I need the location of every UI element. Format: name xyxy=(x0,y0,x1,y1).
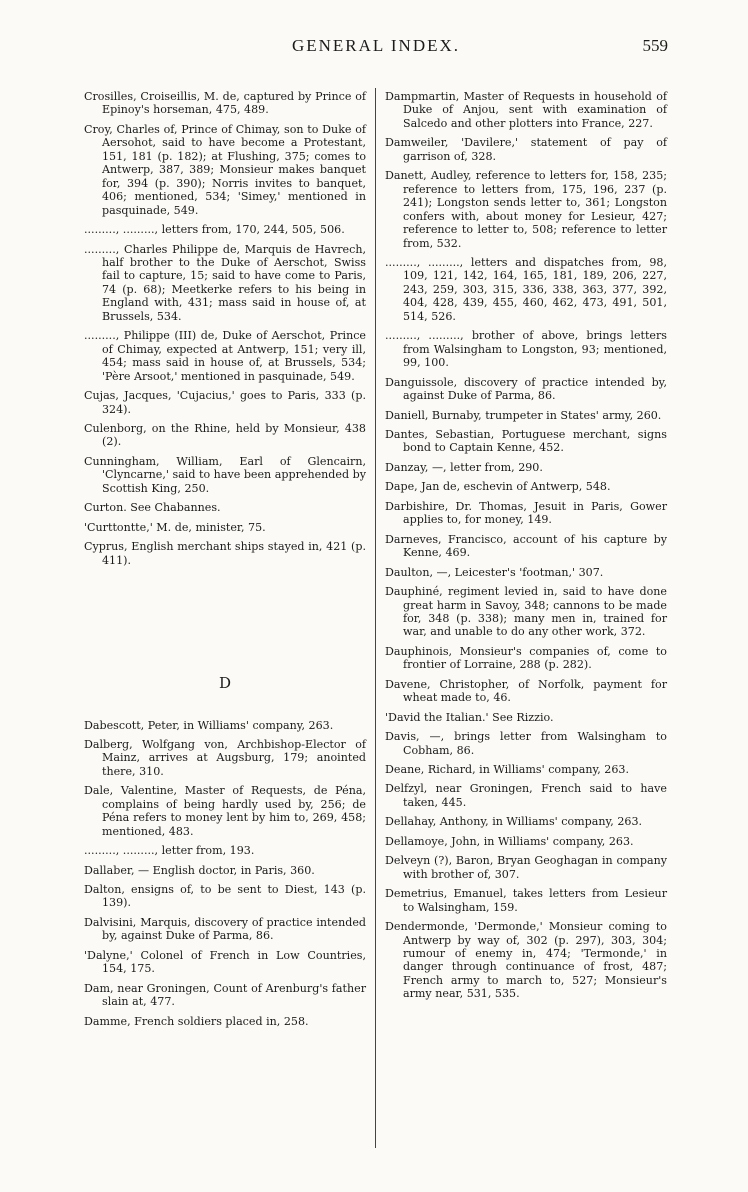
index-entry: Danzay, —, letter from, 290. xyxy=(385,460,543,474)
index-entry: Darbishire, Dr. Thomas, Jesuit in Paris, Gower applies to, for money, 149. xyxy=(385,499,667,527)
index-entry: ........., Philippe (III) de, Duke of Aerschot, Prince of Chimay, expected at Antwerp, 151; very ill, 454; mass said in house of, at Brussels, 534; 'Père Arsoot,' mentioned in pasquinade, 549. xyxy=(84,329,366,383)
index-entry: Delfzyl, near Groningen, French said to have taken, 445. xyxy=(385,782,667,809)
index-entry: Dam, near Groningen, Count of Arenburg's father slain at, 477. xyxy=(84,981,366,1009)
page-header xyxy=(84,36,668,60)
right-column xyxy=(385,90,667,1007)
index-entry: Dabescott, Peter, in Williams' company, 263. xyxy=(84,718,334,732)
index-entry: Damme, French soldiers placed in, 258. xyxy=(84,1014,309,1028)
index-entry: Deane, Richard, in Williams' company, 263. xyxy=(385,763,630,777)
index-entry: Darneves, Francisco, account of his capture by Kenne, 469. xyxy=(385,532,667,560)
left-column xyxy=(84,90,366,1034)
index-entry: Demetrius, Emanuel, takes letters from Lesieur to Walsingham, 159. xyxy=(385,887,667,914)
index-entry: Dauphiné, regiment levied in, said to have done great harm in Savoy, 348; cannons to be made for, 348 (p. 338); many men in, trained for war, and unable to do any other work, 372. xyxy=(385,585,667,639)
index-entry: 'David the Italian.' See Rizzio. xyxy=(385,710,554,724)
index-entry: Dape, Jan de, eschevin of Antwerp, 548. xyxy=(385,480,611,494)
index-entry: Culenborg, on the Rhine, held by Monsieur, 438 (2). xyxy=(84,421,366,449)
index-entry: Crosilles, Croiseillis, M. de, captured by Prince of Epinoy's horseman, 475, 489. xyxy=(84,90,366,117)
index-entry: Cujas, Jacques, 'Cujacius,' goes to Paris, 333 (p. 324). xyxy=(84,389,366,416)
index-entry: Daulton, —, Leicester's 'footman,' 307. xyxy=(385,565,604,579)
index-entry: 'Dalyne,' Colonel of French in Low Countries, 154, 175. xyxy=(84,948,366,976)
index-entry: Dendermonde, 'Dermonde,' Monsieur coming to Antwerp by way of, 302 (p. 297), 303, 304; rumour of enemy in, 474; 'Termonde,' in danger through continuance of frost, 487; French army to march to, 527; Monsieur's army near, 531, 535. xyxy=(385,920,667,1001)
page-number: 559 xyxy=(642,36,668,55)
index-entry: Dale, Valentine, Master of Requests, de Péna, complains of being hardly used by, 256; de Péna refers to money lent by him to, 269, 458; mentioned, 483. xyxy=(84,784,366,838)
index-entry: ........., ........., letter from, 193. xyxy=(84,844,255,858)
running-title: GENERAL INDEX. xyxy=(291,36,461,55)
index-entry: Dantes, Sebastian, Portuguese merchant, signs bond to Captain Kenne, 452. xyxy=(385,427,667,455)
index-entry: Dellamoye, John, in Williams' company, 263. xyxy=(385,834,634,848)
index-entry: Dellahay, Anthony, in Williams' company, 263. xyxy=(385,815,643,829)
index-entry: Davis, —, brings letter from Walsingham to Cobham, 86. xyxy=(385,730,667,757)
index-entry: Danguissole, discovery of practice intended by, against Duke of Parma, 86. xyxy=(385,375,667,403)
index-entry: Cyprus, English merchant ships stayed in, 421 (p. 411). xyxy=(84,540,366,567)
index-entry: ........., Charles Philippe de, Marquis de Havrech, half brother to the Duke of Aerschot, Swiss fail to capture, 15; said to have come to Paris, 74 (p. 68); Meetkerke refers to his being in England with, 431; mass said in house of, at Brussels, 534. xyxy=(84,242,366,323)
column-divider xyxy=(375,88,376,1148)
index-entry: Cunningham, William, Earl of Glencairn, 'Clyncarne,' said to have been apprehended by Scottish King, 250. xyxy=(84,454,366,495)
index-entry: Croy, Charles of, Prince of Chimay, son to Duke of Aersohot, said to have become a Protestant, 151, 181 (p. 182); at Flushing, 375; comes to Antwerp, 387, 389; Monsieur makes banquet for, 394 (p. 390); Norris invites to banquet, 406; mentioned, 534; 'Simey,' mentioned in pasquinade, 549. xyxy=(84,122,366,217)
index-entry: Dalvisini, Marquis, discovery of practice intended by, against Duke of Parma, 86. xyxy=(84,915,366,943)
index-entry: ........., ........., letters and dispatches from, 98, 109, 121, 142, 164, 165, 181, 189, 206, 227, 243, 259, 303, 315, 336, 338, 363, 377, 392, 404, 428, 439, 455, 460, 462, 473, 491, 501, 514, 526. xyxy=(385,255,667,323)
index-entry: Daniell, Burnaby, trumpeter in States' army, 260. xyxy=(385,408,662,422)
index-entry: 'Curttontte,' M. de, minister, 75. xyxy=(84,520,266,534)
index-entry: Damweiler, 'Davilere,' statement of pay of garrison of, 328. xyxy=(385,136,667,163)
index-entry: Dauphinois, Monsieur's companies of, come to frontier of Lorraine, 288 (p. 282). xyxy=(385,644,667,672)
index-entry: ........., ........., letters from, 170, 244, 505, 506. xyxy=(84,223,345,237)
index-entry: Dallaber, — English doctor, in Paris, 360. xyxy=(84,863,315,877)
index-entry: Dampmartin, Master of Requests in household of Duke of Anjou, sent with examination of Salcedo and other plotters into France, 227. xyxy=(385,90,667,130)
index-entry: Dalton, ensigns of, to be sent to Diest, 143 (p. 139). xyxy=(84,883,366,910)
index-entry: ........., ........., brother of above, brings letters from Walsingham to Longston, 93; mentioned, 99, 100. xyxy=(385,329,667,370)
index-entry: Curton. See Chabannes. xyxy=(84,501,221,515)
index-entry: Danett, Audley, reference to letters for, 158, 235; reference to letters from, 175, 196, 237 (p. 241); Longston sends letter to, 361; Longston confers with, about money for Lesieur, 427; reference to letter to, 508; reference to letter from, 532. xyxy=(385,169,667,250)
section-letter: D xyxy=(218,674,232,693)
index-entry: Davene, Christopher, of Norfolk, payment for wheat made to, 46. xyxy=(385,677,667,705)
index-entry: Delveyn (?), Baron, Bryan Geoghagan in company with brother of, 307. xyxy=(385,854,667,881)
index-entry: Dalberg, Wolfgang von, Archbishop-Elector of Mainz, arrives at Augsburg, 179; anointed there, 310. xyxy=(84,737,366,778)
